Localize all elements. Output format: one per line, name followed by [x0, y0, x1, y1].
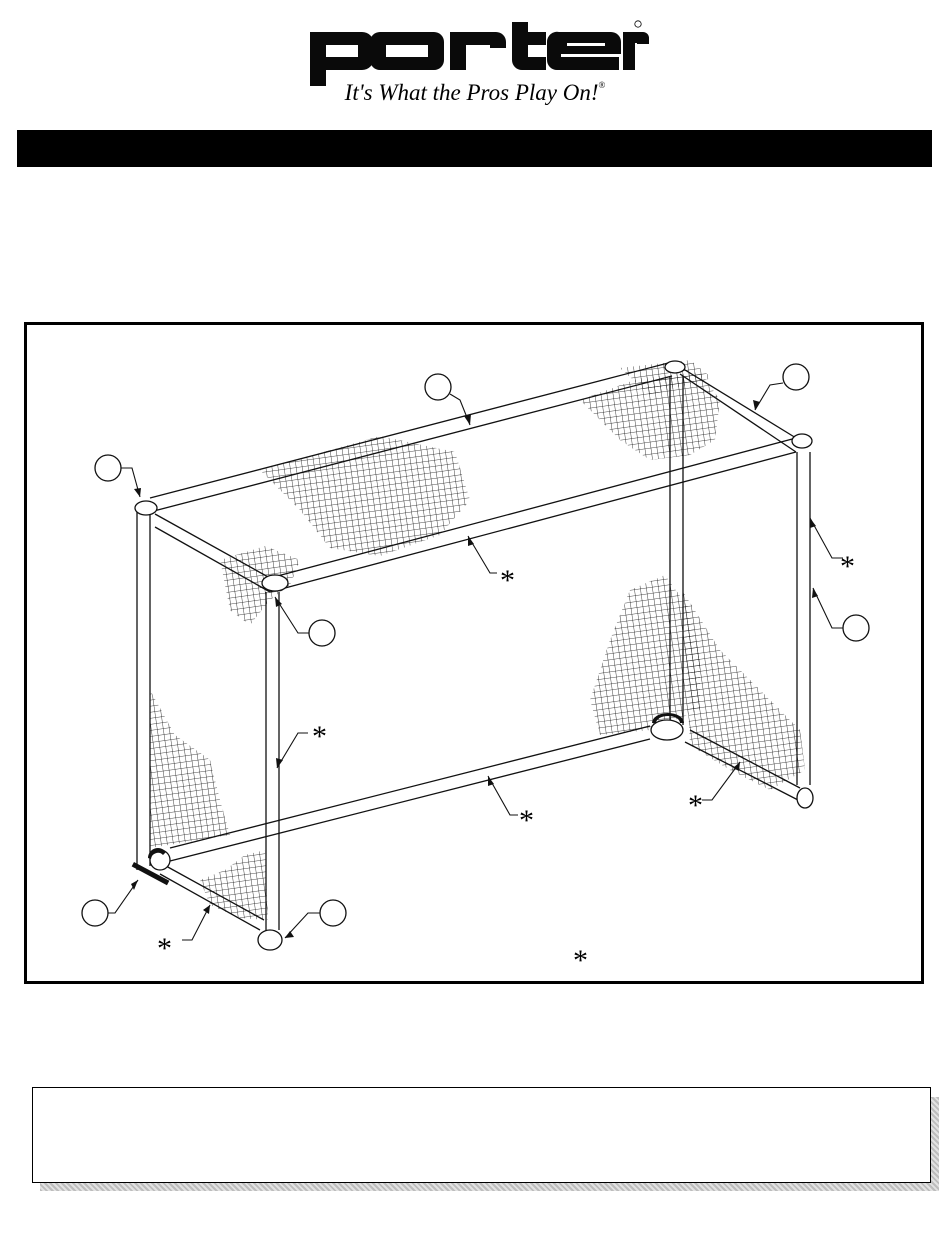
- callout-top-right-bar: [783, 364, 809, 390]
- callout-bottom-front: [320, 900, 346, 926]
- notice-box: [32, 1087, 931, 1183]
- goal-frame-illustration: [24, 322, 924, 984]
- asterisk-mark: *: [688, 789, 703, 822]
- callout-top-back-bar: [425, 374, 451, 400]
- asterisk-mark: *: [519, 804, 534, 837]
- title-bar: [17, 130, 932, 167]
- tagline-text: It's What the Pros Play On!: [344, 80, 599, 105]
- tagline: [0, 80, 950, 106]
- asterisk-mark: *: [573, 944, 588, 977]
- callout-right-upright: [843, 615, 869, 641]
- goal-assembly-diagram: [24, 322, 924, 984]
- callout-bottom-left: [82, 900, 108, 926]
- part-callouts: [82, 364, 869, 926]
- asterisk-mark: *: [500, 564, 515, 597]
- asterisk-mark: *: [157, 932, 172, 965]
- netting: [150, 360, 805, 920]
- asterisk-mark: *: [312, 720, 327, 753]
- leader-lines: [108, 383, 843, 940]
- asterisk-mark: *: [840, 550, 855, 583]
- callout-front-corner: [309, 620, 335, 646]
- tagline-registered-mark: ®: [598, 80, 606, 90]
- callout-left-corner: [95, 455, 121, 481]
